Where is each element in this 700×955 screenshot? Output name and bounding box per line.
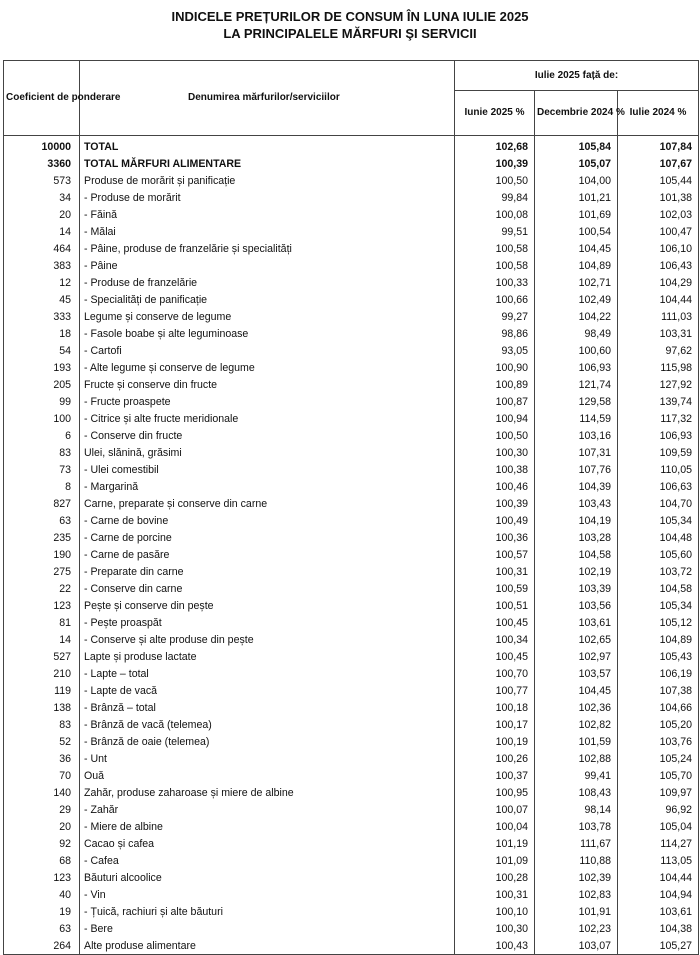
june-cell: 100,45 xyxy=(455,614,535,631)
table-row xyxy=(4,223,699,240)
july-cell: 105,43 xyxy=(618,648,699,665)
december-cell: 129,58 xyxy=(535,393,618,410)
july-cell: 105,44 xyxy=(618,172,699,189)
july-cell: 103,72 xyxy=(618,563,699,580)
december-cell: 103,39 xyxy=(535,580,618,597)
july-cell: 100,47 xyxy=(618,223,699,240)
weight-cell: 92 xyxy=(4,835,80,852)
page-subtitle: LA PRINCIPALELE MĂRFURI ŞI SERVICII xyxy=(223,26,477,41)
table-row xyxy=(4,818,699,835)
december-cell: 103,28 xyxy=(535,529,618,546)
name-cell: - Margarină xyxy=(80,478,455,495)
december-cell: 108,43 xyxy=(535,784,618,801)
december-cell: 102,36 xyxy=(535,699,618,716)
name-cell: - Țuică, rachiuri și alte băuturi xyxy=(80,903,455,920)
june-cell: 102,68 xyxy=(455,136,535,156)
name-cell: - Miere de albine xyxy=(80,818,455,835)
weight-cell: 68 xyxy=(4,852,80,869)
december-cell: 102,82 xyxy=(535,716,618,733)
weight-cell: 99 xyxy=(4,393,80,410)
june-cell: 100,94 xyxy=(455,410,535,427)
name-cell: Cacao și cafea xyxy=(80,835,455,852)
july-cell: 105,20 xyxy=(618,716,699,733)
june-cell: 100,33 xyxy=(455,274,535,291)
june-cell: 100,38 xyxy=(455,461,535,478)
december-cell: 105,07 xyxy=(535,155,618,172)
table-row xyxy=(4,342,699,359)
june-cell: 99,84 xyxy=(455,189,535,206)
table-row xyxy=(4,784,699,801)
june-cell: 100,34 xyxy=(455,631,535,648)
december-cell: 100,54 xyxy=(535,223,618,240)
july-cell: 106,43 xyxy=(618,257,699,274)
name-cell: - Brânză de oaie (telemea) xyxy=(80,733,455,750)
weight-cell: 12 xyxy=(4,274,80,291)
july-cell: 104,48 xyxy=(618,529,699,546)
cpi-table xyxy=(3,60,699,955)
july-cell: 104,94 xyxy=(618,886,699,903)
name-cell: Legume și conserve de legume xyxy=(80,308,455,325)
weight-cell: 205 xyxy=(4,376,80,393)
table-row xyxy=(4,291,699,308)
name-cell: - Făină xyxy=(80,206,455,223)
june-cell: 100,17 xyxy=(455,716,535,733)
december-cell: 107,31 xyxy=(535,444,618,461)
june-cell: 100,18 xyxy=(455,699,535,716)
december-cell: 121,74 xyxy=(535,376,618,393)
name-cell: - Lapte de vacă xyxy=(80,682,455,699)
june-cell: 100,37 xyxy=(455,767,535,784)
june-cell: 100,07 xyxy=(455,801,535,818)
table-row xyxy=(4,529,699,546)
weight-cell: 20 xyxy=(4,206,80,223)
weight-cell: 235 xyxy=(4,529,80,546)
table-row xyxy=(4,206,699,223)
name-cell: - Conserve din fructe xyxy=(80,427,455,444)
july-cell: 106,19 xyxy=(618,665,699,682)
weight-cell: 45 xyxy=(4,291,80,308)
weight-cell: 193 xyxy=(4,359,80,376)
name-cell: - Conserve din carne xyxy=(80,580,455,597)
june-cell: 100,39 xyxy=(455,495,535,512)
july-cell: 105,27 xyxy=(618,937,699,955)
july-cell: 103,76 xyxy=(618,733,699,750)
december-cell: 105,84 xyxy=(535,136,618,156)
weight-cell: 100 xyxy=(4,410,80,427)
december-cell: 102,97 xyxy=(535,648,618,665)
table-row xyxy=(4,461,699,478)
july-cell: 105,34 xyxy=(618,512,699,529)
table-row xyxy=(4,903,699,920)
weight-cell: 573 xyxy=(4,172,80,189)
name-cell: - Preparate din carne xyxy=(80,563,455,580)
table-row xyxy=(4,733,699,750)
table-row xyxy=(4,495,699,512)
june-cell: 100,30 xyxy=(455,444,535,461)
december-cell: 101,59 xyxy=(535,733,618,750)
weight-cell: 10000 xyxy=(4,136,80,156)
weight-cell: 14 xyxy=(4,631,80,648)
june-cell: 100,95 xyxy=(455,784,535,801)
name-cell: - Alte legume și conserve de legume xyxy=(80,359,455,376)
december-cell: 98,49 xyxy=(535,325,618,342)
december-cell: 102,19 xyxy=(535,563,618,580)
name-cell: Produse de morărit și panificație xyxy=(80,172,455,189)
table-row xyxy=(4,427,699,444)
june-cell: 100,66 xyxy=(455,291,535,308)
june-cell: 100,87 xyxy=(455,393,535,410)
june-cell: 100,31 xyxy=(455,886,535,903)
june-cell: 100,50 xyxy=(455,172,535,189)
weight-cell: 8 xyxy=(4,478,80,495)
table-row xyxy=(4,376,699,393)
name-cell: - Carne de porcine xyxy=(80,529,455,546)
july-cell: 105,04 xyxy=(618,818,699,835)
june-cell: 100,50 xyxy=(455,427,535,444)
december-cell: 103,16 xyxy=(535,427,618,444)
july-cell: 106,10 xyxy=(618,240,699,257)
december-cell: 114,59 xyxy=(535,410,618,427)
weight-cell: 18 xyxy=(4,325,80,342)
weight-cell: 275 xyxy=(4,563,80,580)
july-cell: 105,34 xyxy=(618,597,699,614)
weight-cell: 138 xyxy=(4,699,80,716)
july-cell: 115,98 xyxy=(618,359,699,376)
table-row xyxy=(4,274,699,291)
name-cell: Zahăr, produse zaharoase și miere de albine xyxy=(80,784,455,801)
name-cell: Ouă xyxy=(80,767,455,784)
table-row xyxy=(4,716,699,733)
weight-cell: 36 xyxy=(4,750,80,767)
table-row xyxy=(4,801,699,818)
december-cell: 104,00 xyxy=(535,172,618,189)
name-cell: Fructe și conserve din fructe xyxy=(80,376,455,393)
weight-cell: 527 xyxy=(4,648,80,665)
december-cell: 102,88 xyxy=(535,750,618,767)
weight-cell: 29 xyxy=(4,801,80,818)
weight-cell: 210 xyxy=(4,665,80,682)
june-cell: 100,58 xyxy=(455,257,535,274)
june-cell: 100,59 xyxy=(455,580,535,597)
table-row xyxy=(4,393,699,410)
july-cell: 109,59 xyxy=(618,444,699,461)
june-cell: 100,10 xyxy=(455,903,535,920)
june-cell: 99,51 xyxy=(455,223,535,240)
december-cell: 104,39 xyxy=(535,478,618,495)
table-row xyxy=(4,631,699,648)
june-cell: 100,36 xyxy=(455,529,535,546)
december-cell: 104,45 xyxy=(535,682,618,699)
weight-cell: 73 xyxy=(4,461,80,478)
july-cell: 104,66 xyxy=(618,699,699,716)
weight-cell: 83 xyxy=(4,444,80,461)
july-cell: 104,58 xyxy=(618,580,699,597)
december-cell: 103,78 xyxy=(535,818,618,835)
june-cell: 100,46 xyxy=(455,478,535,495)
name-cell: - Ulei comestibil xyxy=(80,461,455,478)
weight-cell: 6 xyxy=(4,427,80,444)
december-cell: 102,39 xyxy=(535,869,618,886)
july-cell: 104,70 xyxy=(618,495,699,512)
june-cell: 100,51 xyxy=(455,597,535,614)
july-cell: 103,61 xyxy=(618,903,699,920)
december-cell: 102,49 xyxy=(535,291,618,308)
table-row xyxy=(4,172,699,189)
table-row xyxy=(4,648,699,665)
name-cell: - Carne de pasăre xyxy=(80,546,455,563)
table-row xyxy=(4,597,699,614)
july-cell: 105,70 xyxy=(618,767,699,784)
name-cell: - Produse de morărit xyxy=(80,189,455,206)
name-cell: TOTAL MĂRFURI ALIMENTARE xyxy=(80,155,455,172)
weight-cell: 83 xyxy=(4,716,80,733)
july-cell: 105,60 xyxy=(618,546,699,563)
june-cell: 100,28 xyxy=(455,869,535,886)
july-cell: 104,44 xyxy=(618,291,699,308)
weight-cell: 22 xyxy=(4,580,80,597)
december-cell: 103,57 xyxy=(535,665,618,682)
name-cell: - Pește proaspăt xyxy=(80,614,455,631)
june-cell: 100,77 xyxy=(455,682,535,699)
june-cell: 99,27 xyxy=(455,308,535,325)
weight-cell: 123 xyxy=(4,869,80,886)
header-col-july: Iulie 2024 % xyxy=(618,91,699,136)
december-cell: 102,71 xyxy=(535,274,618,291)
table-row xyxy=(4,767,699,784)
table-row xyxy=(4,682,699,699)
weight-cell: 464 xyxy=(4,240,80,257)
table-row xyxy=(4,478,699,495)
header-col-june: Iunie 2025 % xyxy=(455,91,535,136)
name-cell: - Pâine, produse de franzelărie și specialități xyxy=(80,240,455,257)
december-cell: 104,19 xyxy=(535,512,618,529)
july-cell: 104,38 xyxy=(618,920,699,937)
december-cell: 98,14 xyxy=(535,801,618,818)
weight-cell: 383 xyxy=(4,257,80,274)
table-row xyxy=(4,920,699,937)
header-name: Denumirea mărfurilor/serviciilor xyxy=(80,61,455,136)
july-cell: 113,05 xyxy=(618,852,699,869)
june-cell: 100,49 xyxy=(455,512,535,529)
june-cell: 100,08 xyxy=(455,206,535,223)
table-row xyxy=(4,512,699,529)
weight-cell: 52 xyxy=(4,733,80,750)
name-cell: - Citrice și alte fructe meridionale xyxy=(80,410,455,427)
december-cell: 99,41 xyxy=(535,767,618,784)
table-row xyxy=(4,546,699,563)
table-row xyxy=(4,835,699,852)
weight-cell: 827 xyxy=(4,495,80,512)
july-cell: 104,44 xyxy=(618,869,699,886)
july-cell: 96,92 xyxy=(618,801,699,818)
name-cell: - Mălai xyxy=(80,223,455,240)
december-cell: 104,89 xyxy=(535,257,618,274)
june-cell: 100,31 xyxy=(455,563,535,580)
table-row xyxy=(4,444,699,461)
june-cell: 100,58 xyxy=(455,240,535,257)
december-cell: 103,61 xyxy=(535,614,618,631)
june-cell: 100,30 xyxy=(455,920,535,937)
december-cell: 111,67 xyxy=(535,835,618,852)
page-title: INDICELE PREȚURILOR DE CONSUM ÎN LUNA IULIE 2025 xyxy=(171,9,529,24)
december-cell: 100,60 xyxy=(535,342,618,359)
table-row xyxy=(4,580,699,597)
header-group: Iulie 2025 față de: xyxy=(455,61,699,91)
june-cell: 100,04 xyxy=(455,818,535,835)
name-cell: - Carne de bovine xyxy=(80,512,455,529)
table-row xyxy=(4,614,699,631)
june-cell: 101,19 xyxy=(455,835,535,852)
june-cell: 93,05 xyxy=(455,342,535,359)
december-cell: 107,76 xyxy=(535,461,618,478)
december-cell: 104,45 xyxy=(535,240,618,257)
weight-cell: 40 xyxy=(4,886,80,903)
table-row xyxy=(4,852,699,869)
name-cell: - Zahăr xyxy=(80,801,455,818)
name-cell: Carne, preparate și conserve din carne xyxy=(80,495,455,512)
table-body xyxy=(4,136,699,955)
name-cell: - Brânză – total xyxy=(80,699,455,716)
july-cell: 127,92 xyxy=(618,376,699,393)
june-cell: 100,43 xyxy=(455,937,535,955)
june-cell: 98,86 xyxy=(455,325,535,342)
june-cell: 100,26 xyxy=(455,750,535,767)
table-row xyxy=(4,325,699,342)
table-row xyxy=(4,308,699,325)
name-cell: - Lapte – total xyxy=(80,665,455,682)
weight-cell: 34 xyxy=(4,189,80,206)
table-row xyxy=(4,189,699,206)
name-cell: - Bere xyxy=(80,920,455,937)
weight-cell: 81 xyxy=(4,614,80,631)
december-cell: 110,88 xyxy=(535,852,618,869)
name-cell: - Fructe proaspete xyxy=(80,393,455,410)
july-cell: 107,84 xyxy=(618,136,699,156)
name-cell: Băuturi alcoolice xyxy=(80,869,455,886)
july-cell: 103,31 xyxy=(618,325,699,342)
july-cell: 139,74 xyxy=(618,393,699,410)
july-cell: 111,03 xyxy=(618,308,699,325)
july-cell: 104,89 xyxy=(618,631,699,648)
december-cell: 104,22 xyxy=(535,308,618,325)
december-cell: 102,83 xyxy=(535,886,618,903)
name-cell: - Pâine xyxy=(80,257,455,274)
december-cell: 106,93 xyxy=(535,359,618,376)
july-cell: 117,32 xyxy=(618,410,699,427)
name-cell: TOTAL xyxy=(80,136,455,156)
table-row xyxy=(4,359,699,376)
weight-cell: 14 xyxy=(4,223,80,240)
june-cell: 100,39 xyxy=(455,155,535,172)
weight-cell: 54 xyxy=(4,342,80,359)
december-cell: 103,07 xyxy=(535,937,618,955)
december-cell: 103,56 xyxy=(535,597,618,614)
july-cell: 107,38 xyxy=(618,682,699,699)
name-cell: - Unt xyxy=(80,750,455,767)
weight-cell: 63 xyxy=(4,920,80,937)
july-cell: 97,62 xyxy=(618,342,699,359)
name-cell: - Brânză de vacă (telemea) xyxy=(80,716,455,733)
july-cell: 101,38 xyxy=(618,189,699,206)
june-cell: 100,45 xyxy=(455,648,535,665)
june-cell: 100,90 xyxy=(455,359,535,376)
july-cell: 104,29 xyxy=(618,274,699,291)
june-cell: 101,09 xyxy=(455,852,535,869)
june-cell: 100,70 xyxy=(455,665,535,682)
december-cell: 104,58 xyxy=(535,546,618,563)
table-row xyxy=(4,869,699,886)
name-cell: Ulei, slănină, grăsimi xyxy=(80,444,455,461)
december-cell: 102,23 xyxy=(535,920,618,937)
july-cell: 106,63 xyxy=(618,478,699,495)
july-cell: 105,24 xyxy=(618,750,699,767)
table-row xyxy=(4,240,699,257)
table-row xyxy=(4,750,699,767)
july-cell: 102,03 xyxy=(618,206,699,223)
name-cell: - Produse de franzelărie xyxy=(80,274,455,291)
weight-cell: 70 xyxy=(4,767,80,784)
july-cell: 107,67 xyxy=(618,155,699,172)
header-col-december: Decembrie 2024 % xyxy=(535,91,618,136)
table-row xyxy=(4,937,699,955)
table-row xyxy=(4,886,699,903)
name-cell: Alte produse alimentare xyxy=(80,937,455,955)
name-cell: - Vin xyxy=(80,886,455,903)
name-cell: - Fasole boabe și alte leguminoase xyxy=(80,325,455,342)
table-row xyxy=(4,257,699,274)
weight-cell: 20 xyxy=(4,818,80,835)
july-cell: 106,93 xyxy=(618,427,699,444)
june-cell: 100,57 xyxy=(455,546,535,563)
table-row xyxy=(4,563,699,580)
name-cell: Pește și conserve din pește xyxy=(80,597,455,614)
weight-cell: 119 xyxy=(4,682,80,699)
weight-cell: 264 xyxy=(4,937,80,955)
table-row xyxy=(4,136,699,156)
name-cell: - Cartofi xyxy=(80,342,455,359)
table-row xyxy=(4,155,699,172)
december-cell: 101,21 xyxy=(535,189,618,206)
weight-cell: 190 xyxy=(4,546,80,563)
december-cell: 103,43 xyxy=(535,495,618,512)
december-cell: 101,69 xyxy=(535,206,618,223)
table-row xyxy=(4,410,699,427)
weight-cell: 19 xyxy=(4,903,80,920)
name-cell: Lapte și produse lactate xyxy=(80,648,455,665)
december-cell: 102,65 xyxy=(535,631,618,648)
july-cell: 105,12 xyxy=(618,614,699,631)
table-row xyxy=(4,665,699,682)
weight-cell: 140 xyxy=(4,784,80,801)
name-cell: - Specialități de panificație xyxy=(80,291,455,308)
weight-cell: 63 xyxy=(4,512,80,529)
header-weight: Coeficient de ponderare xyxy=(4,61,80,136)
name-cell: - Conserve și alte produse din pește xyxy=(80,631,455,648)
june-cell: 100,89 xyxy=(455,376,535,393)
table-row xyxy=(4,699,699,716)
name-cell: - Cafea xyxy=(80,852,455,869)
weight-cell: 3360 xyxy=(4,155,80,172)
december-cell: 101,91 xyxy=(535,903,618,920)
weight-cell: 333 xyxy=(4,308,80,325)
june-cell: 100,19 xyxy=(455,733,535,750)
weight-cell: 123 xyxy=(4,597,80,614)
july-cell: 114,27 xyxy=(618,835,699,852)
july-cell: 110,05 xyxy=(618,461,699,478)
july-cell: 109,97 xyxy=(618,784,699,801)
